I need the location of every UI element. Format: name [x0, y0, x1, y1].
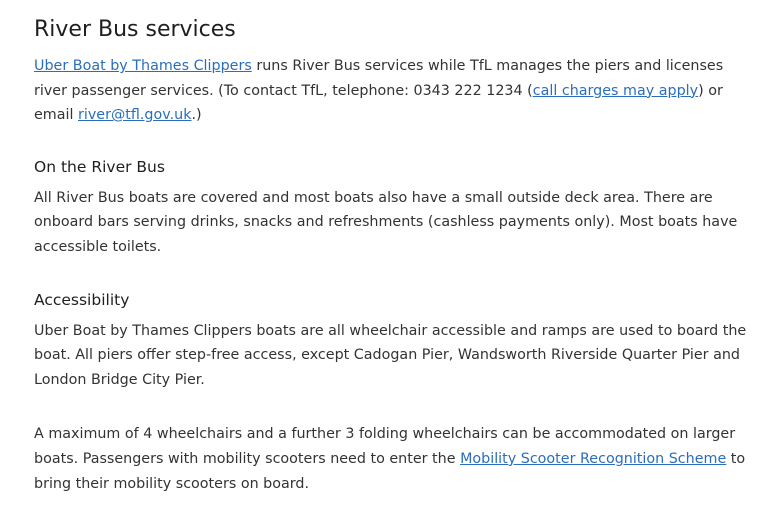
- accessibility-paragraph-1: Uber Boat by Thames Clippers boats are all wheelchair accessible and ramps are used to board the boat. All piers offer step-free access, except Cadogan Pier, Wandsworth Riverside Quarter Pier and London Bridge City Pier.: [34, 322, 747, 388]
- uber-boat-link[interactable]: Uber Boat by Thames Clippers: [34, 58, 252, 74]
- onboard-heading: On the River Bus: [34, 157, 165, 176]
- intro-text-2: ) or email: [34, 82, 723, 124]
- page-title: River Bus services: [34, 17, 236, 42]
- mobility-scooter-link[interactable]: Mobility Scooter Recognition Scheme: [460, 450, 727, 467]
- intro-text-3: .): [191, 107, 202, 124]
- accessibility-paragraph-2: [34, 422, 754, 496]
- onboard-paragraph: All River Bus boats are covered and most boats also have a small outside deck area. There are onboard bars serving drinks, snacks and refreshments (cashless payments only). Most boats have accessible toilets.: [34, 189, 738, 255]
- accessibility-heading: Accessibility: [34, 290, 130, 309]
- call-charges-link[interactable]: call charges may apply: [532, 82, 699, 99]
- intro-paragraph: [34, 54, 754, 128]
- intro-text-1: runs River Bus services while TfL manages the piers and licenses river passenger services. (To contact TfL, telephone: 0343 222 1234 (: [34, 58, 724, 99]
- accessibility-text-1: A maximum of 4 wheelchairs and a further 3 folding wheelchairs can be accommodated on larger boats. Passengers with mobility scooters need to enter the: [34, 426, 736, 467]
- email-link[interactable]: river@tfl.gov.uk: [77, 107, 192, 124]
- accessibility-text-2: to bring their mobility scooters on board.: [34, 450, 746, 492]
